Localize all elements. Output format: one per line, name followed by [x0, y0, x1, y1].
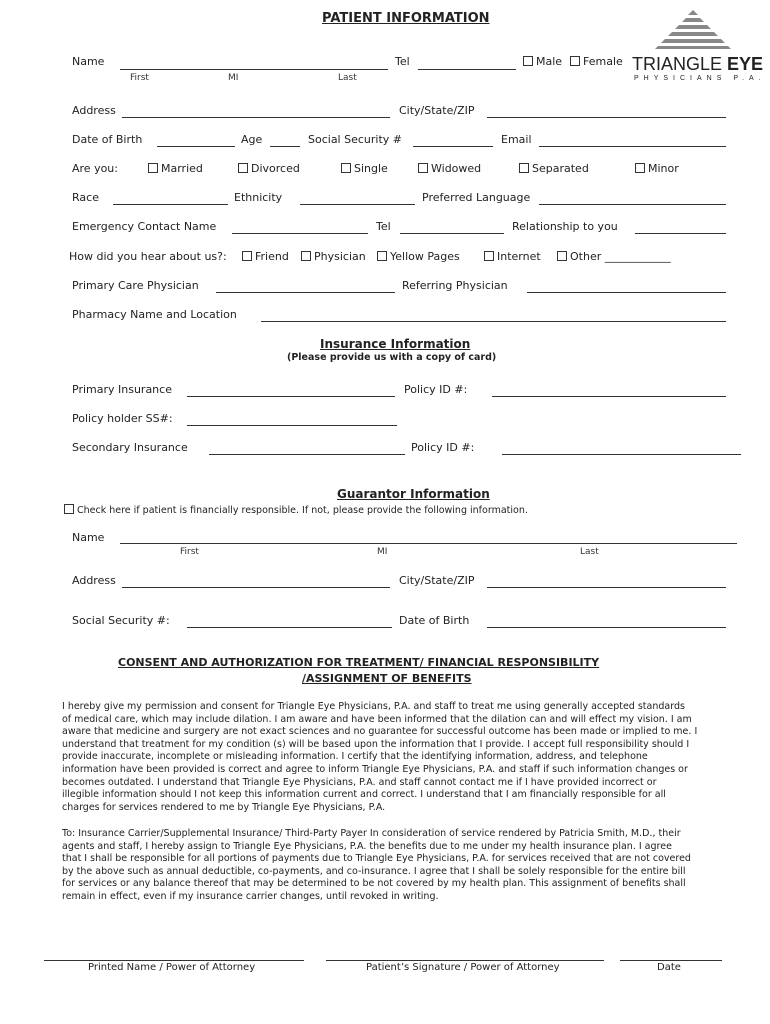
- status-label: Married: [161, 162, 203, 175]
- hear-label: How did you hear about us?:: [69, 250, 227, 263]
- hear-option-label: Physician: [314, 250, 366, 263]
- ssn-label: Social Security #: [308, 133, 402, 146]
- are-you-label: Are you:: [72, 162, 118, 175]
- hear-option-label: Internet: [497, 250, 541, 263]
- city-field[interactable]: [487, 117, 726, 118]
- hear-physician[interactable]: [301, 250, 366, 263]
- logo-subtitle: PHYSICIANS P.A.: [634, 75, 766, 82]
- ethnicity-field[interactable]: [300, 204, 415, 205]
- pcp-label: Primary Care Physician: [72, 279, 199, 292]
- ssn-field[interactable]: [413, 146, 493, 147]
- policy-holder-label: Policy holder SS#:: [72, 412, 173, 425]
- checkbox[interactable]: [377, 251, 387, 261]
- dob-label: Date of Birth: [72, 133, 143, 146]
- guarantor-dob-label: Date of Birth: [399, 614, 470, 627]
- logo-name-a: TRIANGLE: [632, 54, 723, 74]
- tel-field[interactable]: [418, 69, 516, 70]
- primary-insurance-label: Primary Insurance: [72, 383, 172, 396]
- assignment-line: To: Insurance Carrier/Supplemental Insurance/ Third-Party Payer In consideration of service rendered by Patricia Smith, M.D., their: [62, 828, 681, 839]
- guarantor-address-label: Address: [72, 574, 116, 587]
- status-label: Minor: [648, 162, 679, 175]
- consent-line: illegible information should I not keep this information current and correct. I understand that I am financially responsible for all: [62, 789, 666, 801]
- guarantor-city-field[interactable]: [487, 587, 726, 588]
- guarantor-title: Guarantor Information: [337, 487, 490, 501]
- insurance-title: Insurance Information: [320, 337, 471, 351]
- checkbox[interactable]: [148, 163, 158, 173]
- guarantor-mi-sublabel: MI: [377, 547, 388, 557]
- emergency-tel-field[interactable]: [400, 233, 504, 234]
- checkbox[interactable]: [484, 251, 494, 261]
- emergency-label: Emergency Contact Name: [72, 220, 217, 233]
- hear-option-label: Yellow Pages: [390, 250, 460, 263]
- referring-label: Referring Physician: [402, 279, 508, 292]
- guarantor-check[interactable]: [64, 504, 528, 516]
- consent-line: charges for services rendered to me by Triangle Eye Physicians, P.A.: [62, 801, 386, 813]
- hear-option-label: Other ____________: [570, 250, 671, 263]
- consent-line: understand that treatment for my condition (s) will be based upon the information that I provide. I accept full responsibility should I: [62, 738, 690, 750]
- pharmacy-field[interactable]: [261, 321, 726, 322]
- dob-field[interactable]: [157, 146, 235, 147]
- race-label: Race: [72, 191, 99, 204]
- secondary-insurance-label: Secondary Insurance: [72, 441, 188, 454]
- emergency-tel-label: Tel: [376, 220, 391, 233]
- email-field[interactable]: [539, 146, 726, 147]
- consent-line: becomes outdated. I understand that Triangle Eye Physicians, P.A. and staff cannot contact me if I have provided incorrect or: [62, 776, 657, 788]
- checkbox[interactable]: [635, 163, 645, 173]
- policy-id-label: Policy ID #:: [404, 383, 468, 396]
- first-sublabel: First: [130, 73, 149, 83]
- checkbox[interactable]: [523, 56, 533, 66]
- emergency-field[interactable]: [232, 233, 368, 234]
- status-widowed[interactable]: [418, 162, 481, 175]
- status-label: Separated: [532, 162, 589, 175]
- secondary-insurance-field[interactable]: [209, 454, 405, 455]
- policy-holder-field[interactable]: [187, 425, 397, 426]
- consent-paragraph: [62, 701, 742, 814]
- checkbox[interactable]: [242, 251, 252, 261]
- guarantor-ssn-field[interactable]: [187, 627, 392, 628]
- city-label: City/State/ZIP: [399, 104, 475, 117]
- assignment-line: for services or any balance thereof that may be determined to be not covered by my health plan. This assignment of benefits shall: [62, 878, 686, 890]
- printed-name-label: Printed Name / Power of Attorney: [88, 962, 256, 973]
- ethnicity-label: Ethnicity: [234, 191, 283, 204]
- consent-title-1: CONSENT AND AUTHORIZATION FOR TREATMENT/ FINANCIAL RESPONSIBILITY: [118, 656, 600, 669]
- policy-id-2-field[interactable]: [502, 454, 741, 455]
- logo-name-b: EYE: [727, 54, 764, 74]
- female-label: Female: [583, 55, 623, 68]
- male-option[interactable]: [523, 55, 562, 68]
- checkbox[interactable]: [418, 163, 428, 173]
- female-option[interactable]: [570, 55, 623, 68]
- mi-sublabel: MI: [228, 73, 239, 83]
- guarantor-check-label: Check here if patient is financially responsible. If not, please provide the following information.: [77, 505, 528, 516]
- status-divorced[interactable]: [238, 162, 300, 175]
- guarantor-dob-field[interactable]: [487, 627, 726, 628]
- printed-name-line[interactable]: [44, 960, 304, 961]
- status-label: Widowed: [431, 162, 482, 175]
- logo-wordmark: [632, 54, 763, 75]
- tel-label: Tel: [395, 55, 410, 68]
- policy-id-field[interactable]: [492, 396, 726, 397]
- address-field[interactable]: [122, 117, 390, 118]
- insurance-subtitle: (Please provide us with a copy of card): [287, 352, 497, 363]
- status-separated[interactable]: [519, 162, 589, 175]
- pcp-field[interactable]: [216, 292, 395, 293]
- signature-label: Patient’s Signature / Power of Attorney: [366, 962, 560, 973]
- consent-line: aware that medicine and surgery are not exact sciences and no guarantee for successful outcome has been made or implied to me. I: [62, 726, 698, 738]
- page-title: PATIENT INFORMATION: [322, 11, 490, 26]
- triangle-logo-icon: [632, 8, 754, 50]
- hear-yellow-pages[interactable]: [377, 250, 460, 263]
- race-field[interactable]: [113, 204, 228, 205]
- assignment-line: remain in effect, even if my insurance carrier changes, until revoked in writing.: [62, 890, 439, 902]
- guarantor-first-sublabel: First: [180, 547, 199, 557]
- status-single[interactable]: [341, 162, 388, 175]
- checkbox[interactable]: [301, 251, 311, 261]
- address-label: Address: [72, 104, 116, 117]
- guarantor-ssn-label: Social Security #:: [72, 614, 170, 627]
- status-label: Single: [354, 162, 388, 175]
- assignment-line: by the above such as annual deductible, co-payments, and co-insurance. I agree that I shall be solely responsible for the entire bill: [62, 865, 686, 877]
- consent-line: information have been provided is correct and agree to inform Triangle Eye Physicians, P.A. and staff if such information changes or: [62, 763, 688, 775]
- checkbox[interactable]: [238, 163, 248, 173]
- relationship-field[interactable]: [635, 233, 726, 234]
- triangle-eye-logo: [632, 8, 766, 86]
- last-sublabel: Last: [338, 73, 357, 83]
- hear-other[interactable]: [557, 250, 671, 263]
- primary-insurance-field[interactable]: [187, 396, 395, 397]
- checkbox[interactable]: [570, 56, 580, 66]
- assignment-line: that I shall be responsible for all portions of payments due to Triangle Eye Physicians, P.A. for services received that are not covered: [62, 853, 691, 865]
- relationship-label: Relationship to you: [512, 220, 618, 233]
- age-field[interactable]: [270, 146, 300, 147]
- pharmacy-label: Pharmacy Name and Location: [72, 308, 237, 321]
- hear-friend[interactable]: [242, 250, 289, 263]
- status-minor[interactable]: [635, 162, 679, 175]
- consent-line: of medical care, which may include dilation. I am aware and have been informed that the dilation can and will effect my vision. I am: [62, 713, 692, 725]
- name-label: Name: [72, 55, 105, 68]
- male-label: Male: [536, 55, 563, 68]
- date-label: Date: [657, 962, 681, 973]
- signature-line[interactable]: [326, 960, 604, 961]
- guarantor-name-label: Name: [72, 531, 105, 544]
- assignment-paragraph: [62, 828, 742, 904]
- language-field[interactable]: [539, 204, 726, 205]
- checkbox[interactable]: [341, 163, 351, 173]
- language-label: Preferred Language: [422, 191, 531, 204]
- consent-line: I hereby give my permission and consent for Triangle Eye Physicians, P.A. and staff to treat me using generally accepted standards: [62, 701, 685, 712]
- hear-option-label: Friend: [255, 250, 289, 263]
- guarantor-last-sublabel: Last: [580, 547, 599, 557]
- checkbox[interactable]: [64, 504, 74, 514]
- email-label: Email: [501, 133, 532, 146]
- checkbox[interactable]: [519, 163, 529, 173]
- guarantor-address-field[interactable]: [122, 587, 390, 588]
- status-married[interactable]: [148, 162, 203, 175]
- name-field[interactable]: [120, 69, 388, 70]
- referring-field[interactable]: [527, 292, 726, 293]
- consent-line: provide inaccurate, incomplete or misleading information. I certify that the identifying information, address, and telephone: [62, 751, 648, 763]
- status-label: Divorced: [251, 162, 300, 175]
- consent-title-2: /ASSIGNMENT OF BENEFITS: [302, 672, 472, 685]
- guarantor-name-field[interactable]: [120, 543, 737, 544]
- assignment-line: agents and staff, I hereby assign to Triangle Eye Physicians, P.A. the benefits due to me under my health insurance plan. I agree: [62, 840, 672, 852]
- policy-id-2-label: Policy ID #:: [411, 441, 475, 454]
- guarantor-city-label: City/State/ZIP: [399, 574, 475, 587]
- date-line[interactable]: [620, 960, 722, 961]
- age-label: Age: [241, 133, 263, 146]
- checkbox[interactable]: [557, 251, 567, 261]
- hear-internet[interactable]: [484, 250, 541, 263]
